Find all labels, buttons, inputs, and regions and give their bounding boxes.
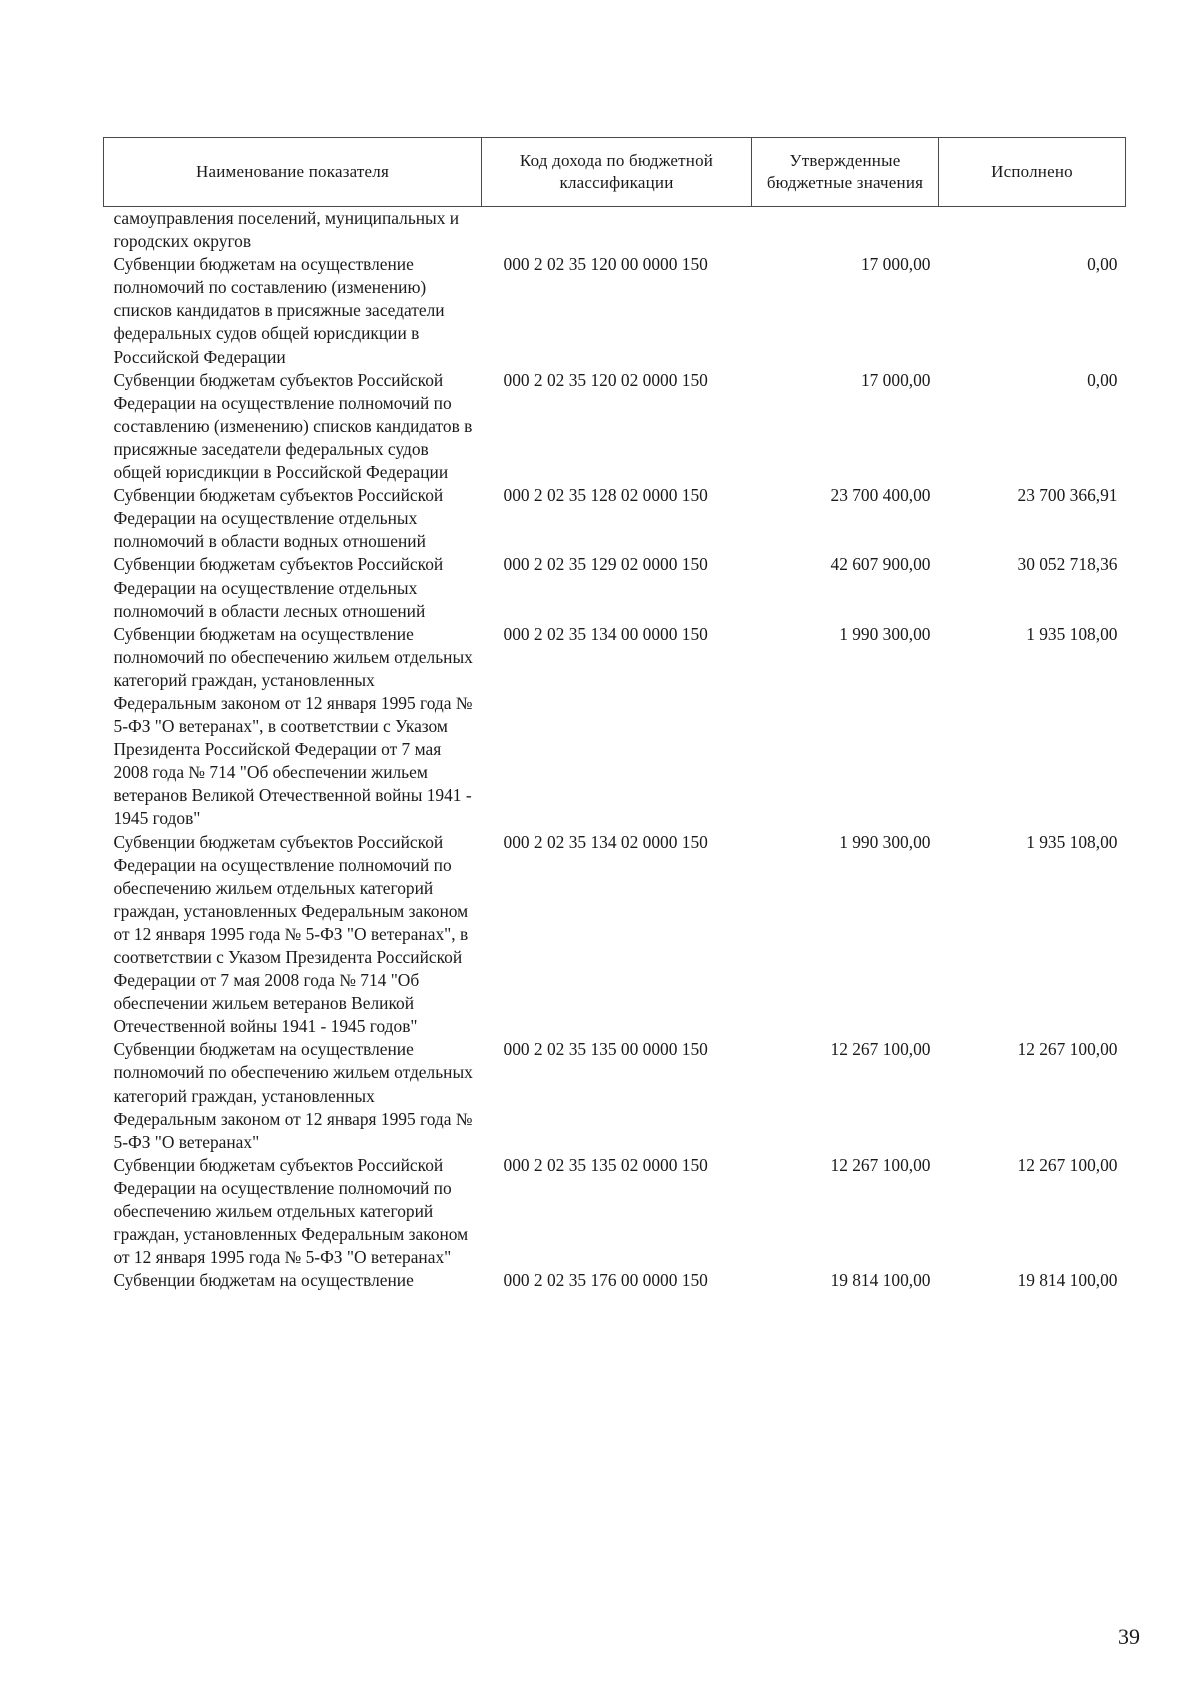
executed-value: 19 814 100,00 (1017, 1270, 1118, 1291)
table-header (104, 138, 1126, 207)
table-row (104, 484, 1126, 553)
executed-value: 1 935 108,00 (1026, 831, 1118, 852)
table-row (104, 207, 1126, 254)
approved-value: 12 267 100,00 (830, 1154, 931, 1175)
header-approved-values: Утвержденные бюджетные значения (752, 138, 939, 207)
revenue-code: 000 2 02 35 135 00 0000 150 (503, 1039, 708, 1060)
table-row (104, 831, 1126, 1039)
revenue-code: 000 2 02 35 128 02 0000 150 (503, 485, 708, 506)
table-row (104, 1269, 1126, 1292)
executed-value: 0,00 (1087, 369, 1118, 390)
table-row (104, 553, 1126, 622)
approved-value: 17 000,00 (860, 254, 931, 275)
header-revenue-code: Код дохода по бюджетной классификации (482, 138, 752, 207)
approved-value: 19 814 100,00 (830, 1270, 931, 1291)
executed-value: 30 052 718,36 (1017, 554, 1118, 575)
executed-value (939, 207, 1126, 254)
approved-value: 1 990 300,00 (839, 623, 931, 644)
revenue-code: 000 2 02 35 134 02 0000 150 (503, 831, 708, 852)
indicator-name: самоуправления поселений, муниципальных и городских округов (113, 208, 460, 252)
revenue-code: 000 2 02 35 176 00 0000 150 (503, 1270, 708, 1291)
indicator-name: Субвенции бюджетам субъектов Российской Федерации на осуществление отдельных полномочий в области водных отношений (113, 485, 444, 552)
executed-value: 12 267 100,00 (1017, 1154, 1118, 1175)
table-row (104, 253, 1126, 368)
revenue-code: 000 2 02 35 135 02 0000 150 (503, 1154, 708, 1175)
approved-value (752, 207, 939, 254)
approved-value: 12 267 100,00 (830, 1039, 931, 1060)
approved-value: 1 990 300,00 (839, 831, 931, 852)
budget-revenue-table (103, 137, 1126, 1292)
indicator-name: Субвенции бюджетам на осуществление полномочий по обеспечению жильем отдельных категорий граждан, установленных Федеральным законом от 12 января 1995 года № 5-ФЗ "О ветеранах" (113, 1039, 473, 1152)
approved-value: 42 607 900,00 (830, 554, 931, 575)
executed-value: 0,00 (1087, 254, 1118, 275)
indicator-name: Субвенции бюджетам субъектов Российской Федерации на осуществление полномочий по обеспечению жильем отдельных категорий граждан, установленных Федеральным законом от 12 января 1995 года № 5-ФЗ "О ветеранах", в соответствии с Указом Президента Российской Федерации от 7 мая 2008 года № 714 "Об обеспечении жильем ветеранов Великой Отечественной войны 1941 - 1945 годов" (113, 831, 469, 1037)
indicator-name: Субвенции бюджетам на осуществление (113, 1270, 414, 1291)
table-row (104, 623, 1126, 831)
executed-value: 1 935 108,00 (1026, 623, 1118, 644)
table-row (104, 1038, 1126, 1153)
revenue-code (482, 207, 752, 254)
indicator-name: Субвенции бюджетам на осуществление полномочий по обеспечению жильем отдельных категорий граждан, установленных Федеральным законом от 12 января 1995 года № 5-ФЗ "О ветеранах", в соответствии с Указом Президента Российской Федерации от 7 мая 2008 года № 714 "Об обеспечении жильем ветеранов Великой Отечественной войны 1941 - 1945 годов" (113, 623, 473, 829)
revenue-code: 000 2 02 35 134 00 0000 150 (503, 623, 708, 644)
header-executed: Исполнено (939, 138, 1126, 207)
revenue-code: 000 2 02 35 120 00 0000 150 (503, 254, 708, 275)
page-number: 39 (1118, 1624, 1140, 1649)
indicator-name: Субвенции бюджетам субъектов Российской Федерации на осуществление полномочий по составлению (изменению) списков кандидатов в присяжные заседатели федеральных судов общей юрисдикции в Российской Федерации (113, 369, 473, 483)
indicator-name: Субвенции бюджетам субъектов Российской Федерации на осуществление отдельных полномочий в области лесных отношений (113, 554, 444, 621)
header-indicator-name: Наименование показателя (104, 138, 482, 207)
revenue-code: 000 2 02 35 120 02 0000 150 (503, 369, 708, 390)
approved-value: 17 000,00 (860, 369, 931, 390)
executed-value: 12 267 100,00 (1017, 1039, 1118, 1060)
executed-value: 23 700 366,91 (1017, 485, 1118, 506)
table-row (104, 1154, 1126, 1269)
indicator-name: Субвенции бюджетам субъектов Российской Федерации на осуществление полномочий по обеспечению жильем отдельных категорий граждан, установленных Федеральным законом от 12 января 1995 года № 5-ФЗ "О ветеранах" (113, 1154, 469, 1268)
approved-value: 23 700 400,00 (830, 485, 931, 506)
indicator-name: Субвенции бюджетам на осуществление полномочий по составлению (изменению) списков кандидатов в присяжные заседатели федеральных судов общей юрисдикции в Российской Федерации (113, 254, 445, 367)
revenue-code: 000 2 02 35 129 02 0000 150 (503, 554, 708, 575)
table-body (104, 207, 1126, 1293)
table-row (104, 369, 1126, 484)
